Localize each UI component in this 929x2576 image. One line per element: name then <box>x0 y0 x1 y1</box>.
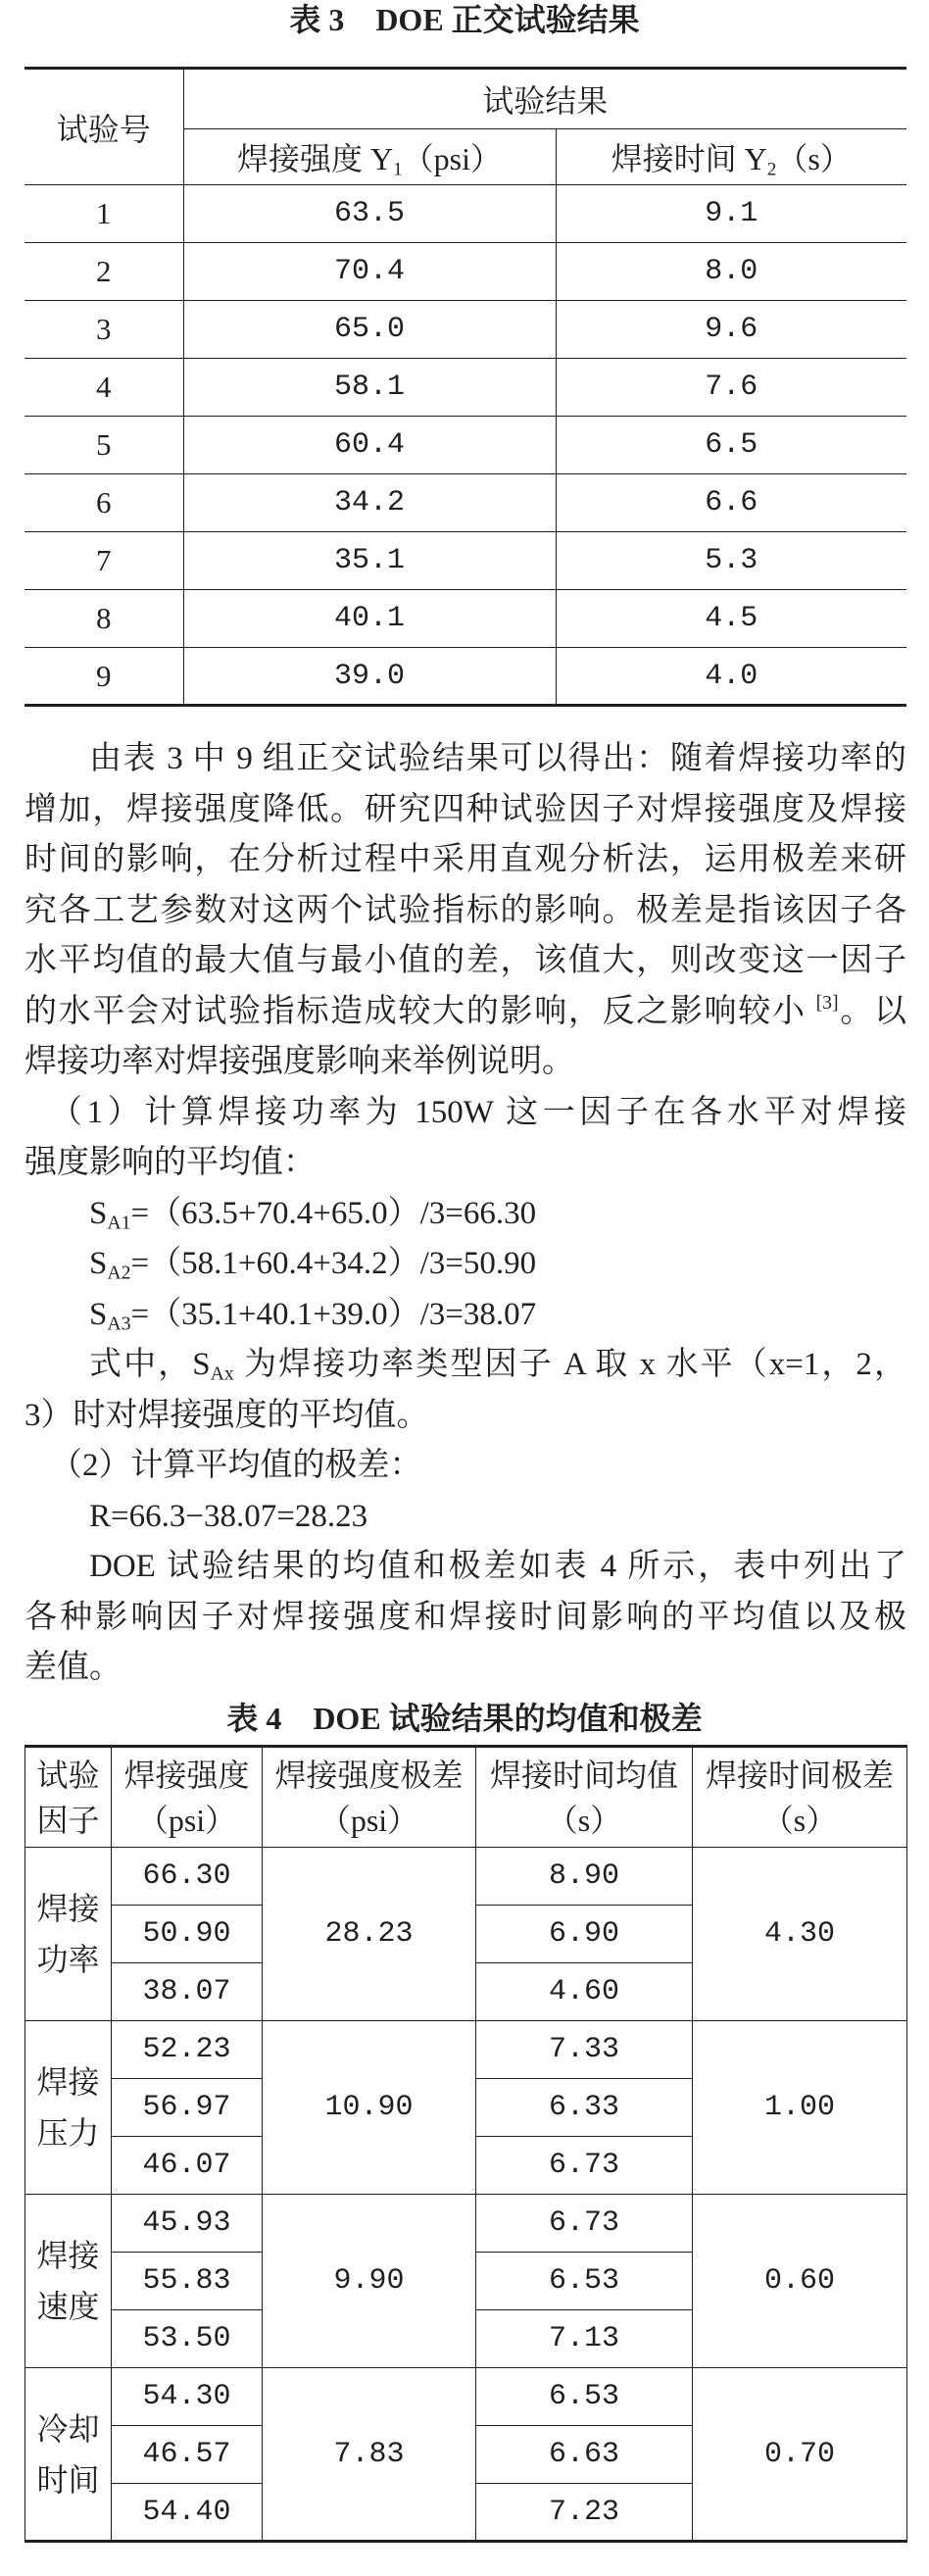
strength-mean-cell: 56.97 <box>112 2079 263 2137</box>
weld-time-cell: 9.6 <box>556 301 906 359</box>
body-line: DOE 试验结果的均值和极差如表 4 所示，表中列出了 <box>89 1549 906 1584</box>
table3-title: 表 3 DOE 正交试验结果 <box>289 2 640 37</box>
trial-number-cell: 7 <box>24 532 183 590</box>
strength-mean-cell: 53.50 <box>112 2310 263 2368</box>
header-line: （psi） <box>136 1802 237 1838</box>
weld-time-cell: 6.5 <box>556 417 906 474</box>
strength-mean-cell: 50.90 <box>112 1906 263 1963</box>
strength-mean-cell: 46.07 <box>112 2137 263 2195</box>
trial-number-cell: 1 <box>24 185 183 243</box>
trial-number-header: 试验号 <box>24 69 183 185</box>
table3-orthogonal-results <box>24 67 906 707</box>
time-mean-cell: 4.60 <box>476 1963 693 2021</box>
equation-subscript: A1 <box>107 1212 131 1234</box>
body-line <box>24 1340 906 1391</box>
table4-row <box>25 1848 907 1906</box>
weld-strength-cell: 70.4 <box>183 243 556 301</box>
weld-time-cell: 4.0 <box>556 648 906 706</box>
weld-time-cell: 7.6 <box>556 359 906 417</box>
body-line: 究各工艺参数对这两个试验指标的影响。极差是指该因子各 <box>24 892 906 928</box>
time-mean-header <box>476 1747 693 1848</box>
weld-strength-cell: 58.1 <box>183 359 556 417</box>
factor-name-line: 焊接 <box>36 2238 100 2273</box>
body-line-text: 为焊接功率类型因子 A 取 x 水平（x=1，2， <box>233 1347 906 1382</box>
body-line: 水平均值的最大值与最小值的差，该值大，则改变这一因子 <box>24 943 906 978</box>
body-line <box>24 987 906 1038</box>
header-line: （psi） <box>318 1802 419 1838</box>
time-mean-cell: 7.33 <box>476 2021 693 2079</box>
time-range-cell: 0.70 <box>693 2368 907 2542</box>
body-line: 增加，焊接强度降低。研究四种试验因子对焊接强度及焊接 <box>24 791 906 827</box>
symbol-subscript: Ax <box>210 1362 234 1385</box>
factor-cell-welding-speed <box>25 2195 112 2368</box>
factor-name-line: 冷却 <box>36 2410 100 2447</box>
table3-row <box>24 532 906 590</box>
time-mean-cell: 6.90 <box>476 1906 693 1963</box>
table4-title: 表 4 DOE 试验结果的均值和极差 <box>226 1701 703 1736</box>
equation-line: R=66.3−38.07=28.23 <box>89 1498 368 1534</box>
factor-name-line: 焊接 <box>36 2064 100 2100</box>
equation-symbol: S <box>89 1195 108 1231</box>
weld-time-cell: 4.5 <box>556 590 906 648</box>
header-line: （s） <box>761 1802 838 1838</box>
time-mean-cell: 6.73 <box>476 2137 693 2195</box>
strength-range-cell: 7.83 <box>263 2368 476 2542</box>
time-mean-cell: 6.33 <box>476 2079 693 2137</box>
body-text <box>24 734 906 1694</box>
trial-number-cell: 5 <box>24 417 183 474</box>
table4-row <box>25 2368 907 2426</box>
body-line: （2）计算平均值的极差： <box>50 1448 422 1483</box>
weld-time-header <box>556 129 906 185</box>
factor-cell-welding-power <box>25 1848 112 2021</box>
weld-strength-cell: 40.1 <box>183 590 556 648</box>
weld-strength-cell: 34.2 <box>183 474 556 532</box>
equation-expression: =（63.5+70.4+65.0）/3=66.30 <box>130 1195 537 1231</box>
strength-mean-cell: 45.93 <box>112 2195 263 2253</box>
weld-strength-cell: 65.0 <box>183 301 556 359</box>
table4-header-row <box>25 1747 907 1848</box>
trial-number-cell: 8 <box>24 590 183 648</box>
table4-mean-and-range <box>24 1745 907 2543</box>
time-range-cell: 1.00 <box>693 2021 907 2195</box>
factor-name-line: 功率 <box>36 1942 100 1977</box>
weld-strength-cell: 60.4 <box>183 417 556 474</box>
table3-row <box>24 417 906 474</box>
weld-time-header-sub: 2 <box>766 159 777 180</box>
weld-strength-header-sub: 1 <box>393 159 403 180</box>
body-line-text: 。以 <box>838 993 906 1029</box>
table3-row <box>24 648 906 706</box>
time-mean-cell: 6.63 <box>476 2426 693 2484</box>
time-mean-cell: 6.53 <box>476 2253 693 2310</box>
table3-row <box>24 359 906 417</box>
body-line: 焊接功率对焊接强度影响来举例说明。 <box>24 1044 574 1079</box>
header-line: 焊接时间均值 <box>489 1757 678 1793</box>
table3-row <box>24 474 906 532</box>
strength-mean-cell: 55.83 <box>112 2253 263 2310</box>
strength-mean-cell: 52.23 <box>112 2021 263 2079</box>
header-line: 焊接强度 <box>123 1757 250 1793</box>
trial-number-cell: 9 <box>24 648 183 706</box>
table3-header-row <box>24 69 906 129</box>
equation-expression: =（58.1+60.4+34.2）/3=50.90 <box>130 1246 537 1281</box>
time-range-cell: 4.30 <box>693 1848 907 2021</box>
body-line-text: 式中，S <box>89 1347 211 1382</box>
trial-number-cell: 6 <box>24 474 183 532</box>
equation-line <box>24 1239 906 1290</box>
body-line: 差值。 <box>24 1650 122 1685</box>
trial-number-cell: 3 <box>24 301 183 359</box>
time-range-header <box>693 1747 907 1848</box>
time-range-cell: 0.60 <box>693 2195 907 2368</box>
weld-strength-header-unit: （psi） <box>402 141 503 176</box>
weld-time-cell: 6.6 <box>556 474 906 532</box>
body-line: 强度影响的平均值： <box>24 1145 316 1180</box>
body-line: （1）计算焊接功率为 150W 这一因子在各水平对焊接 <box>50 1094 906 1130</box>
factor-name-line: 压力 <box>36 2115 100 2151</box>
equation-symbol: S <box>89 1246 108 1281</box>
body-line: 3）时对焊接强度的平均值。 <box>24 1397 429 1433</box>
strength-mean-cell: 54.30 <box>112 2368 263 2426</box>
time-mean-cell: 8.90 <box>476 1848 693 1906</box>
weld-time-cell: 9.1 <box>556 185 906 243</box>
factor-name-line: 速度 <box>36 2289 100 2324</box>
header-line: （s） <box>546 1802 622 1838</box>
weld-strength-header-label: 焊接强度 Y <box>236 141 394 176</box>
trial-number-cell: 4 <box>24 359 183 417</box>
body-line: 各种影响因子对焊接强度和焊接时间影响的平均值以及极 <box>24 1599 906 1635</box>
table3-row <box>24 301 906 359</box>
strength-range-cell: 9.90 <box>263 2195 476 2368</box>
factor-cell-cooling-time <box>25 2368 112 2542</box>
results-header: 试验结果 <box>183 69 906 129</box>
equation-line <box>24 1189 906 1240</box>
table4-row <box>25 2021 907 2079</box>
table4-row <box>25 2195 907 2253</box>
strength-mean-cell: 66.30 <box>112 1848 263 1906</box>
table3-row <box>24 590 906 648</box>
equation-subscript: A3 <box>107 1313 131 1335</box>
weld-time-cell: 8.0 <box>556 243 906 301</box>
strength-mean-cell: 46.57 <box>112 2426 263 2484</box>
strength-mean-cell: 38.07 <box>112 1963 263 2021</box>
body-line: 时间的影响，在分析过程中采用直观分析法，运用极差来研 <box>24 842 906 877</box>
weld-strength-cell: 63.5 <box>183 185 556 243</box>
body-line: 由表 3 中 9 组正交试验结果可以得出：随着焊接功率的 <box>89 741 906 776</box>
time-mean-cell: 6.73 <box>476 2195 693 2253</box>
trial-number-cell: 2 <box>24 243 183 301</box>
weld-time-header-label: 焊接时间 Y <box>611 141 767 176</box>
equation-symbol: S <box>89 1296 108 1332</box>
weld-strength-cell: 39.0 <box>183 648 556 706</box>
factor-cell-welding-pressure <box>25 2021 112 2195</box>
table3-row <box>24 185 906 243</box>
body-line-text: 的水平会对试验指标造成较大的影响，反之影响较小 <box>24 993 816 1029</box>
header-line: 焊接时间极差 <box>705 1757 894 1793</box>
citation-ref: [3] <box>815 991 839 1014</box>
weld-time-cell: 5.3 <box>556 532 906 590</box>
header-line: 试验 <box>36 1757 100 1793</box>
weld-strength-cell: 35.1 <box>183 532 556 590</box>
weld-strength-header <box>183 129 556 185</box>
time-mean-cell: 7.13 <box>476 2310 693 2368</box>
time-mean-cell: 7.23 <box>476 2484 693 2542</box>
header-line: 因子 <box>36 1802 100 1838</box>
strength-mean-header <box>112 1747 263 1848</box>
equation-subscript: A2 <box>107 1262 131 1284</box>
time-mean-cell: 6.53 <box>476 2368 693 2426</box>
header-line: 焊接强度极差 <box>274 1757 464 1793</box>
strength-range-cell: 28.23 <box>263 1848 476 2021</box>
strength-range-cell: 10.90 <box>263 2021 476 2195</box>
weld-time-header-unit: （s） <box>776 141 852 176</box>
equation-expression: =（35.1+40.1+39.0）/3=38.07 <box>130 1296 537 1332</box>
factor-header <box>25 1747 112 1848</box>
table3-row <box>24 243 906 301</box>
equation-line <box>24 1290 906 1341</box>
factor-name-line: 时间 <box>36 2461 100 2498</box>
strength-mean-cell: 54.40 <box>112 2484 263 2542</box>
strength-range-header <box>263 1747 476 1848</box>
factor-name-line: 焊接 <box>36 1891 100 1926</box>
